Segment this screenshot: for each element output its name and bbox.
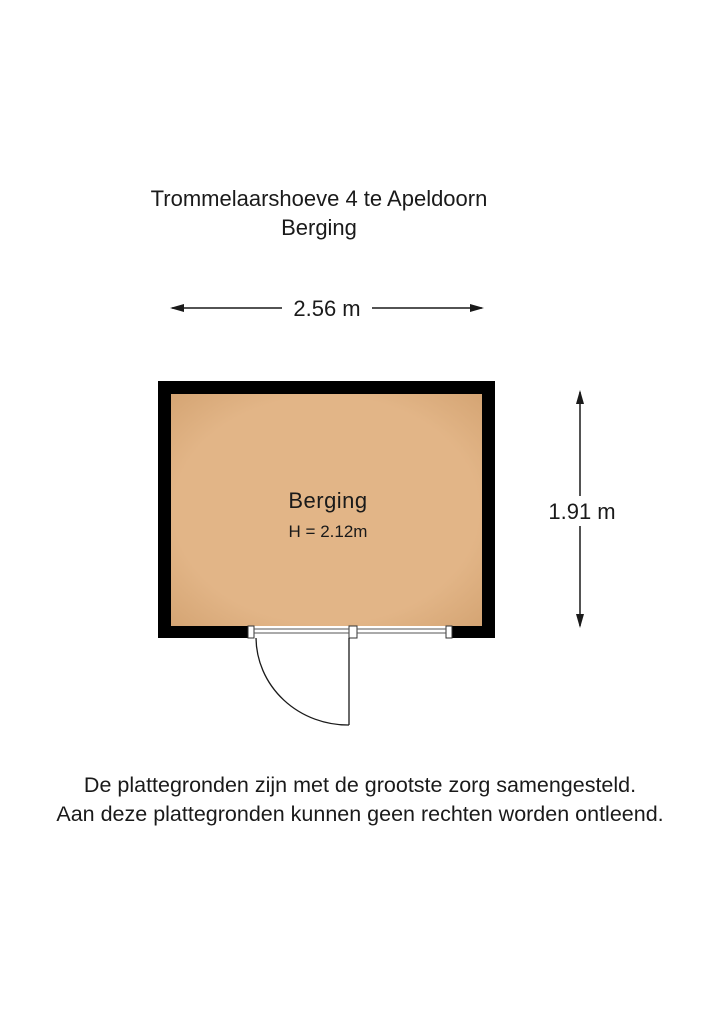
disclaimer-line-2: Aan deze plattegronden kunnen geen rechten worden ontleend.	[56, 802, 664, 826]
arrow-up-icon	[576, 390, 584, 404]
disclaimer-line-1: De plattegronden zijn met de grootste zorg samengesteld.	[83, 773, 637, 797]
door-jamb-left	[248, 626, 254, 638]
width-dimension	[170, 296, 484, 321]
arrow-left-icon	[170, 304, 184, 312]
door-opening	[248, 626, 452, 725]
door-jamb-right	[446, 626, 452, 638]
room-height-label: H = 2.12m	[288, 522, 368, 541]
arrow-right-icon	[470, 304, 484, 312]
depth-dimension-label: 1.91 m	[548, 499, 616, 524]
address-title: Trommelaarshoeve 4 te Apeldoorn	[150, 186, 488, 211]
disclaimer	[0, 771, 720, 829]
door-swing-arc	[256, 638, 349, 725]
width-dimension-label: 2.56 m	[293, 296, 361, 321]
door-mullion	[349, 626, 357, 638]
floor-name-title: Berging	[281, 215, 357, 240]
room-name-label: Berging	[288, 488, 368, 513]
arrow-down-icon	[576, 614, 584, 628]
